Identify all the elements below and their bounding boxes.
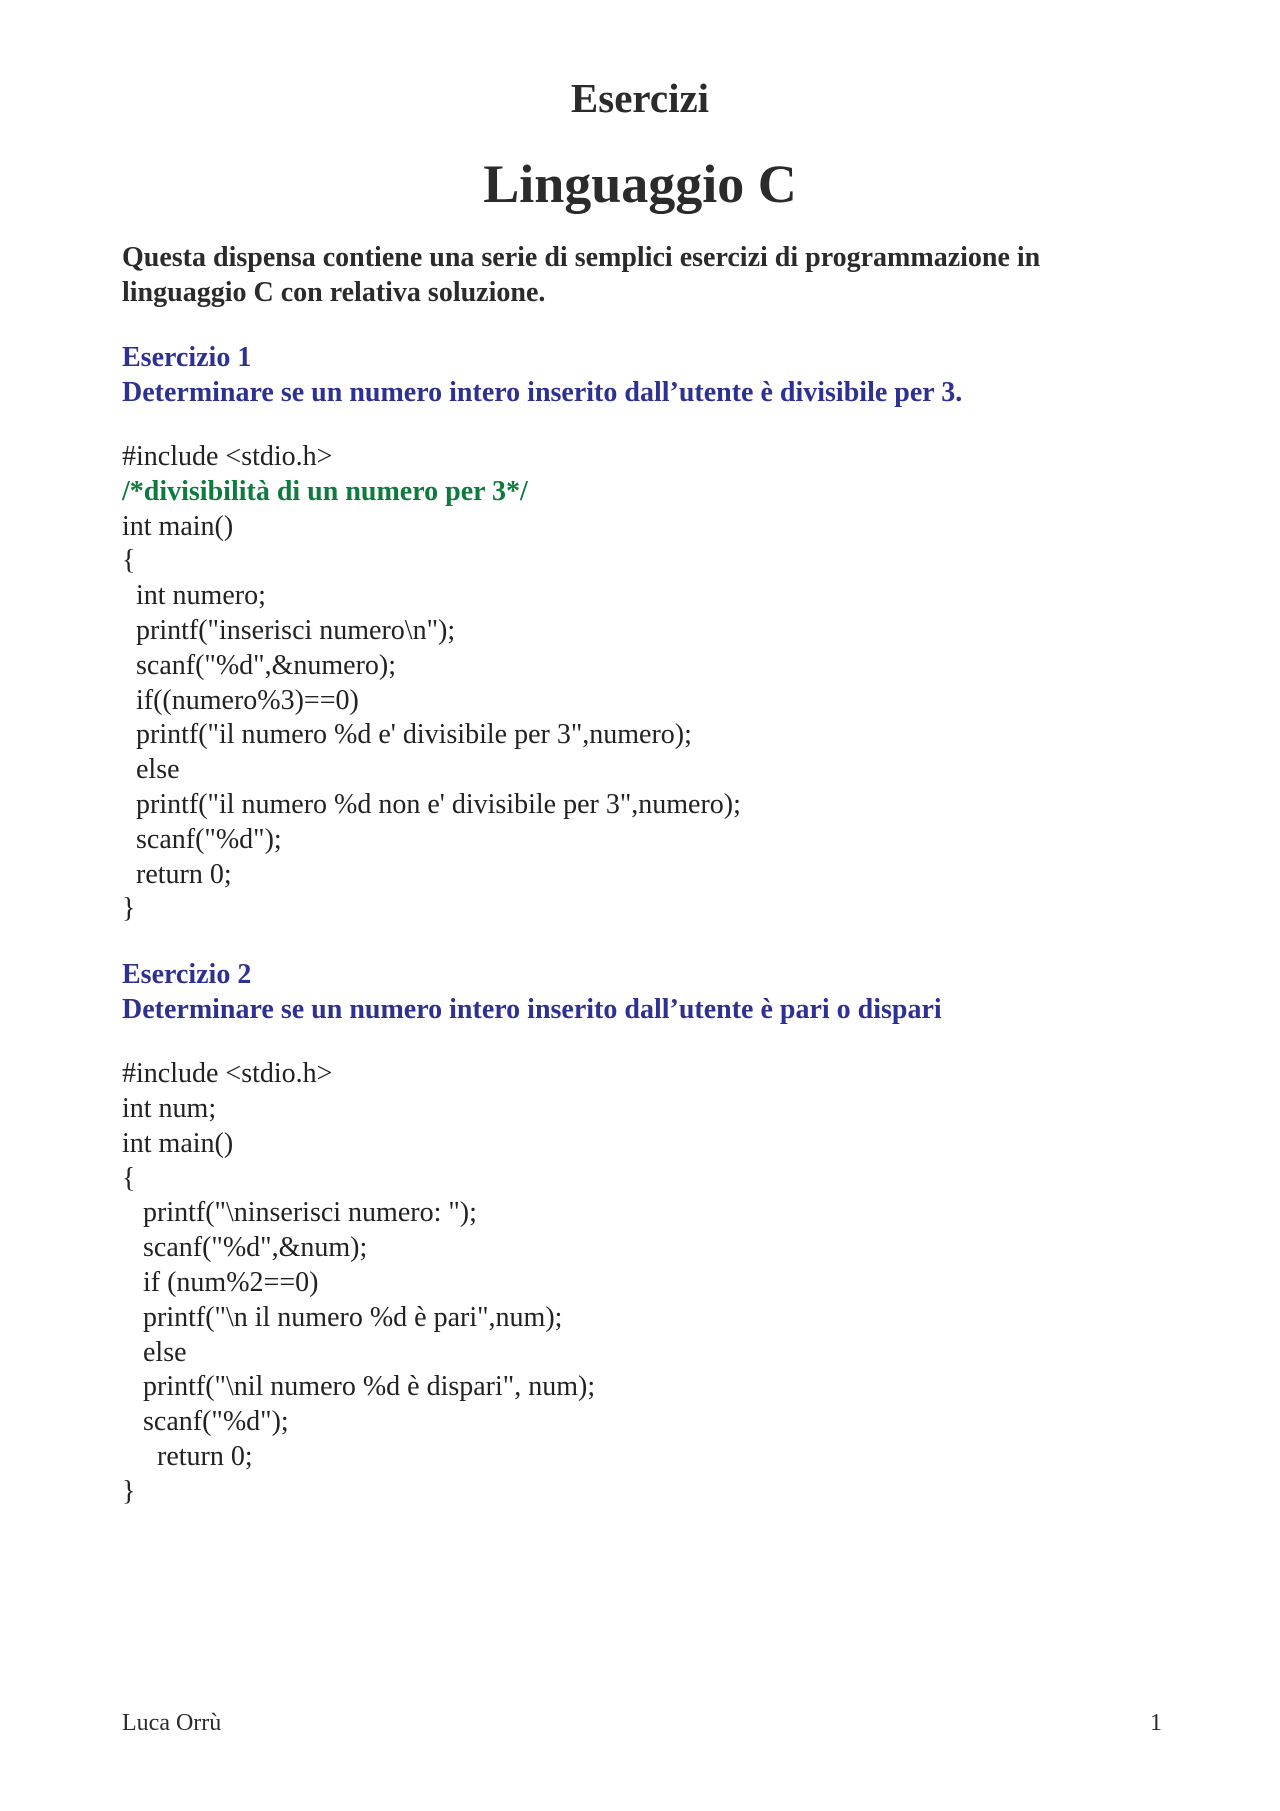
code-line: int main() <box>122 1127 234 1159</box>
footer-page-number: 1 <box>1150 1710 1162 1736</box>
code-block <box>122 440 1162 927</box>
code-line: int main() <box>122 510 234 542</box>
code-comment-line: /*divisibilità di un numero per 3*/ <box>122 475 528 507</box>
footer-author: Luca Orrù <box>122 1710 222 1736</box>
code-line: printf("\nil numero %d è dispari", num); <box>122 1371 596 1403</box>
code-line: #include <stdio.h> <box>122 441 333 472</box>
code-line: int numero; <box>122 580 266 612</box>
code-line: if((numero%3)==0) <box>122 684 359 716</box>
code-line: } <box>122 1475 136 1507</box>
code-line: else <box>122 1336 187 1368</box>
document-title: Esercizi <box>570 75 710 121</box>
code-line: printf("il numero %d e' divisibile per 3",numero); <box>122 719 692 751</box>
code-line: if (num%2==0) <box>122 1266 319 1298</box>
code-line: printf("\n il numero %d è pari",num); <box>122 1301 563 1333</box>
exercise-2 <box>122 957 1162 1509</box>
code-line: scanf("%d",&numero); <box>122 649 396 681</box>
code-line: return 0; <box>122 858 232 890</box>
code-line: return 0; <box>122 1440 253 1472</box>
code-line: printf("\ninserisci numero: "); <box>122 1197 477 1229</box>
code-line: { <box>122 1162 136 1194</box>
code-line: scanf("%d",&num); <box>122 1232 368 1264</box>
exercise-1 <box>122 340 1162 927</box>
code-line: printf("il numero %d non e' divisibile per 3",numero); <box>122 788 741 820</box>
intro-paragraph: Questa dispensa contiene una serie di semplici esercizi di programmazione in linguaggio C con relativa soluzione. <box>122 242 1041 308</box>
code-block <box>122 1057 1162 1509</box>
code-line: int num; <box>122 1092 217 1124</box>
exercise-description: Determinare se un numero intero inserito dall’utente è pari o dispari <box>122 994 942 1026</box>
code-line: } <box>122 893 136 925</box>
code-line: scanf("%d"); <box>122 1406 289 1438</box>
code-line: scanf("%d"); <box>122 823 282 855</box>
exercise-description: Determinare se un numero intero inserito dall’utente è divisibile per 3. <box>122 377 963 408</box>
exercise-title: Esercizio 2 <box>122 959 252 991</box>
document-subtitle: Linguaggio C <box>483 154 797 214</box>
exercise-title: Esercizio 1 <box>122 342 252 373</box>
code-line: { <box>122 545 136 577</box>
code-line: else <box>122 754 180 786</box>
document-body <box>122 240 1162 1510</box>
code-line: #include <stdio.h> <box>122 1058 333 1090</box>
code-line: printf("inserisci numero\n"); <box>122 614 456 646</box>
